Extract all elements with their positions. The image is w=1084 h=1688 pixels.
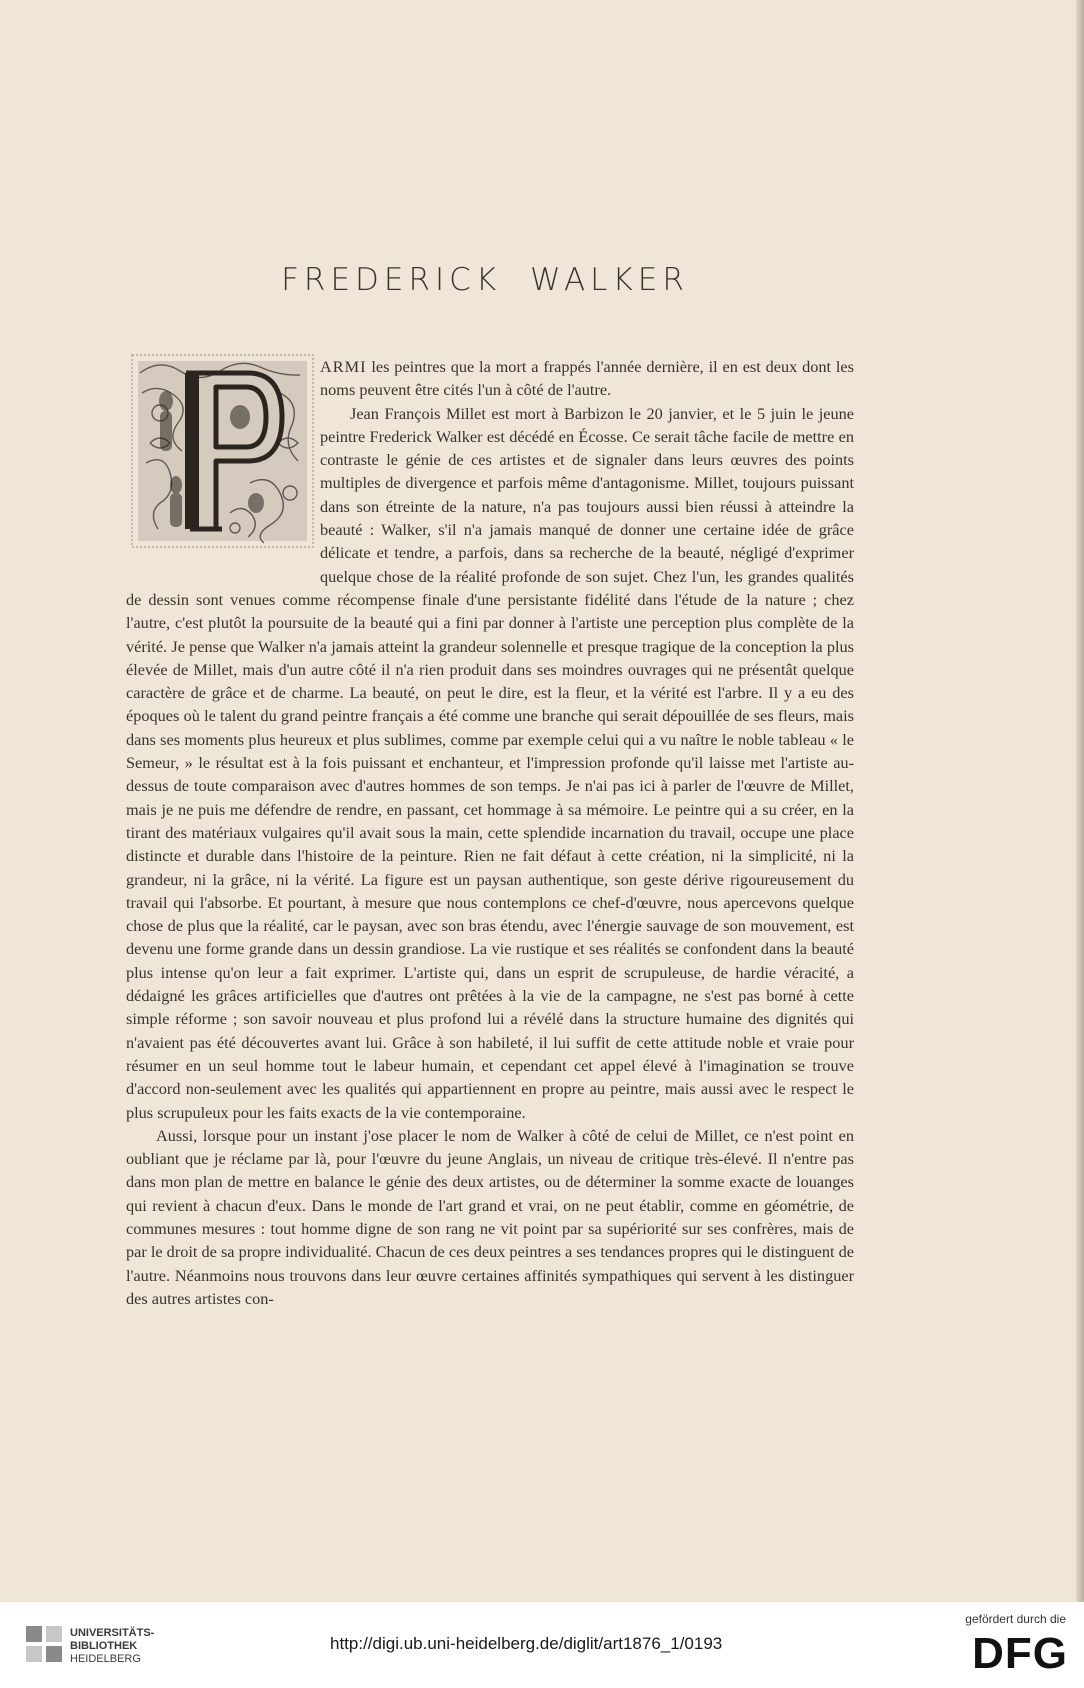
article-body xyxy=(126,355,854,1310)
library-line-3: HEIDELBERG xyxy=(70,1653,141,1665)
dropcap-space xyxy=(126,357,320,575)
library-line-2: BIBLIOTHEK xyxy=(70,1640,138,1652)
article-title: FREDERICK WALKER xyxy=(281,262,689,298)
library-mark-icon xyxy=(24,1624,64,1664)
page-spine-shadow xyxy=(1076,0,1084,1602)
library-line-1: UNIVERSITÄTS- xyxy=(70,1627,155,1639)
permalink-url[interactable]: http://digi.ub.uni-heidelberg.de/diglit/art1876_1/0193 xyxy=(330,1634,723,1653)
library-name xyxy=(70,1627,154,1666)
library-logo[interactable] xyxy=(24,1622,244,1670)
dfg-logo[interactable]: DFG xyxy=(972,1629,1068,1678)
footer-bar xyxy=(0,1602,1084,1688)
paragraph-3: Aussi, lorsque pour un instant j'ose placer le nom de Walker à côté de celui de Millet, ce n'est point en oubliant que je réclame par là, pour l'œuvre du jeune Anglais, un niveau de critique très-élevé. Il n'entre pas dans mon plan de mettre en balance le génie des deux artistes, ou de déterminer la somme exacte de louanges qui revient à chacun d'eux. Dans le monde de l'art grand et vrai, on ne peut établir, comme en géométrie, de communes mesures : tout homme digne de son rang ne vit point par sa supériorité sur ses confrères, mais de par le droit de sa propre individualité. Chacun de ces deux peintres a ses tendances propres qui le distinguent de l'autre. Néanmoins nous trouvons dans leur œuvre certaines affinités sympathiques qui servent à les distinguer des autres artistes con- xyxy=(126,1125,854,1308)
paragraph-1-text: les peintres que la mort a frappés l'année dernière, il en est deux dont les noms peuvent être cités l'un à côté de l'autre. xyxy=(320,357,854,400)
sponsor-caption: gefördert durch die xyxy=(965,1612,1066,1626)
opening-smallcaps: ARMI xyxy=(320,357,367,376)
paragraph-2: Jean François Millet est mort à Barbizon le 20 janvier, et le 5 juin le jeune peintre Frederick Walker est décédé en Écosse. Ce serait tâche facile de mettre en contraste le génie de ces artistes et de signaler dans leurs œuvres des points multiples de divergence et parfois même d'antagonisme. Millet, toujours puissant dans son étreinte de la nature, n'a pas toujours aussi bien réussi à atteindre la beauté : Walker, s'il n'a jamais manqué de donner une certaine idée de grâce délicate et tendre, a parfois, dans sa recherche de la beauté, négligé d'exprimer quelque chose de la réalité profonde de son sujet. Chez l'un, les grandes qualités de dessin sont venues comme récompense finale d'une persistante fidélité dans l'étude de la nature ; chez l'autre, c'est plutôt la poursuite de la beauté qui a fini par donner à l'artiste une perception plus complète de la vérité. Je pense que Walker n'a jamais atteint la grandeur solennelle et presque tragique de la conception la plus élevée de Millet, mais d'un autre côté il n'a rien produit dans ses moindres ouvrages qui ne présentât quelque caractère de grâce et de charme. La beauté, on peut le dire, est la fleur, et la vérité est l'arbre. Il y a eu des époques où le talent du grand peintre français a été comme une branche qui serait dépouillée de ses fleurs, mais dans ses moments plus heureux et plus sublimes, comme par exemple celui qui a vu naître le noble tableau « le Semeur, » le résultat est à la fois puissant et enchanteur, et l'impression profonde qu'il laisse met l'artiste au-dessus de toute comparaison avec d'autres hommes de son temps. Je n'ai pas ici à parler de l'œuvre de Millet, mais je ne puis me défendre de rendre, en passant, cet hommage à sa mémoire. Le peintre qui a su créer, en la tirant des matériaux vulgaires qu'il avait sous la main, cette splendide incarnation du travail, occupe une place distincte et durable dans l'histoire de la peinture. Rien ne fait défaut à cette création, ni la simplicité, ni la grandeur, ni la grâce, ni la vérité. La figure est un paysan authentique, son geste dérive rigoureusement du travail qui l'absorbe. Et pourtant, à mesure que nous contemplons ce chef-d'œuvre, nous apercevons quelque chose de plus que la réalité, car le paysan, avec son bras étendu, avec l'énergie sauvage de son mouvement, est devenu une forme grande dans un dessin grandiose. La vie rustique et ses réalités se confondent dans la beauté plus intense qu'on leur a fait exprimer. L'artiste qui, dans un esprit de scrupuleuse, de hardie véracité, a dédaigné les grâces artificielles que d'autres ont prêtées à la vie de la campagne, ne s'est pas borné à cette simple réforme ; son savoir nouveau et plus profond lui a révélé dans la structure humaine des dignités qui n'avaient pas été découvertes avant lui. Grâce à son habileté, il lui suffit de cette attitude noble et vraie pour résumer en un seul homme tout le labeur humain, et cependant cet appel élevé à l'imagination se trouve d'accord non-seulement avec les qualités qui appartiennent en propre au peintre, mais aussi avec le respect le plus scrupuleux pour les faits exacts de la vie contemporaine. xyxy=(126,403,854,1122)
